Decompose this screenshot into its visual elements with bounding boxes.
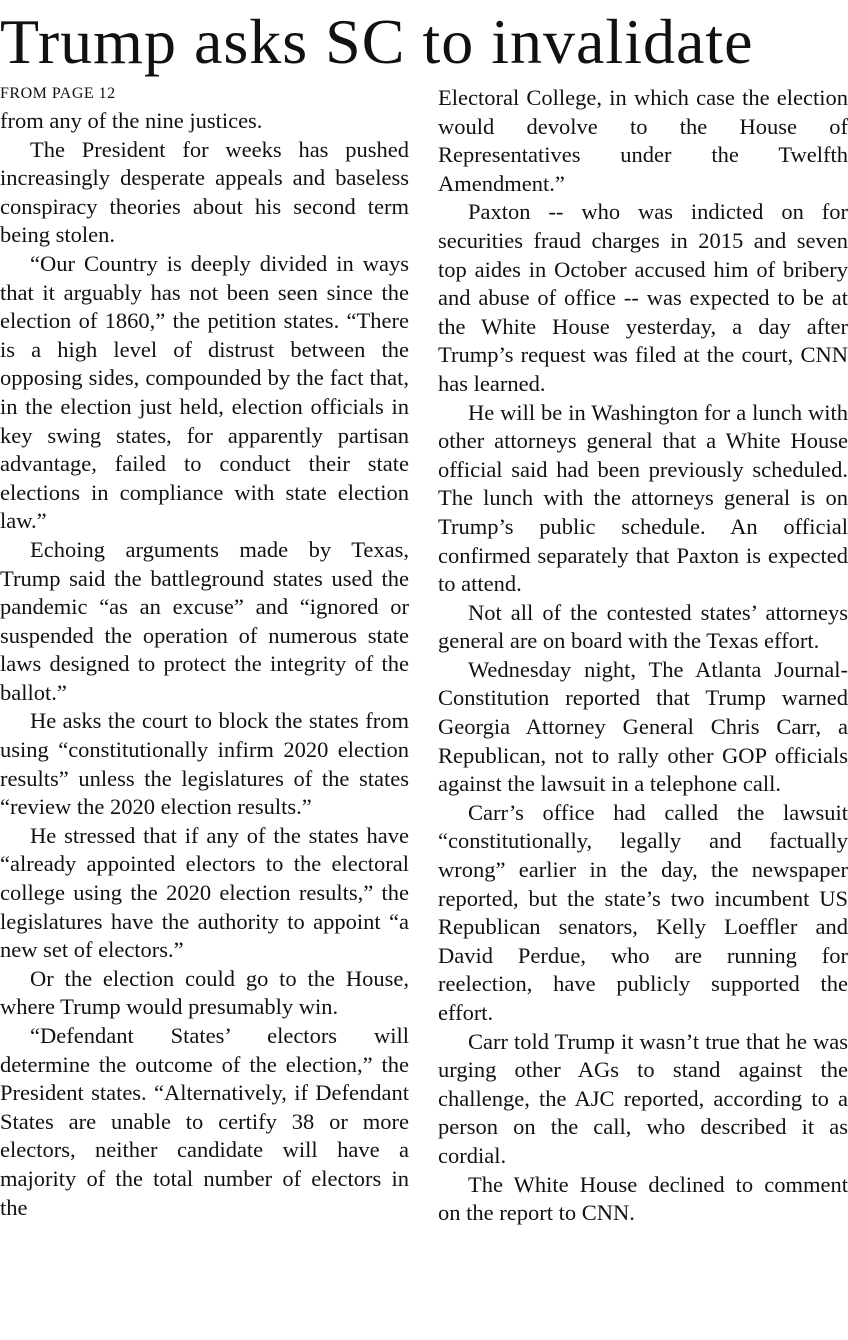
paragraph: Carr told Trump it wasn’t true that he was urging other AGs to stand against the challenge, the AJC reported, according to a person on the call, who described it as cordial. <box>438 1028 848 1168</box>
paragraph: Or the election could go to the House, where Trump would presumably win. <box>0 965 409 1020</box>
paragraph: from any of the nine justices. <box>0 108 263 133</box>
jump-line: FROM PAGE 12 <box>0 85 116 102</box>
paragraph: Not all of the contested states’ attorneys general are on board with the Texas effort. <box>438 599 848 654</box>
paragraph: The President for weeks has pushed increasingly desperate appeals and baseless conspiracy theories about his second term being stolen. <box>0 136 409 248</box>
right-column <box>438 84 848 1228</box>
paragraph: The White House declined to comment on the report to CNN. <box>438 1171 848 1226</box>
paragraph: He will be in Washington for a lunch with other attorneys general that a White House official said had been previously scheduled. The lunch with the attorneys general is on Trump’s public schedule. An official confirmed separately that Paxton is expected to attend. <box>438 399 848 597</box>
paragraph: He stressed that if any of the states have “already appointed electors to the electoral college using the 2020 election results,” the legislatures have the authority to appoint “a new set of electors.” <box>0 822 409 963</box>
paragraph: Electoral College, in which case the election would devolve to the House of Representatives under the Twelfth Amendment.” <box>438 85 848 196</box>
paragraph: Paxton -- who was indicted on for securities fraud charges in 2015 and seven top aides in October accused him of bribery and abuse of office -- was expected to be at the White House yesterday, a day after Trump’s request was filed at the court, CNN has learned. <box>438 199 848 396</box>
paragraph: Carr’s office had called the lawsuit “constitutionally, legally and factually wrong” earlier in the day, the newspaper reported, but the state’s two incumbent US Republican senators, Kelly Loeffler and David Perdue, who are running for reelection, have publicly supported the effort. <box>438 799 848 1025</box>
paragraph: Wednesday night, The Atlanta Journal-Constitution reported that Trump warned Georgia Attorney General Chris Carr, a Republican, not to rally other GOP officials against the lawsuit in a telephone call. <box>438 656 848 797</box>
paragraph: He asks the court to block the states from using “constitutionally infirm 2020 election results” unless the legislatures of the states “review the 2020 election results.” <box>0 708 409 820</box>
paragraph: “Our Country is deeply divided in ways that it arguably has not been seen since the election of 1860,” the petition states. “There is a high level of distrust between the opposing sides, compounded by the fact that, in the election just held, election officials in key swing states, for apparently partisan advantage, failed to conduct their state elections in compliance with state election law.” <box>0 250 409 534</box>
headline: Trump asks SC to invalidate <box>0 6 754 77</box>
paragraph: Echoing arguments made by Texas, Trump said the battleground states used the pandemic “as an excuse” and “ignored or suspended the operation of numerous state laws designed to protect the integrity of the ballot.” <box>0 536 409 705</box>
left-column <box>0 107 409 1222</box>
paragraph: “Defendant States’ electors will determine the outcome of the election,” the President states. “Alternatively, if Defendant States are unable to certify 38 or more electors, neither candidate will have a majority of the total number of electors in the <box>0 1023 409 1220</box>
